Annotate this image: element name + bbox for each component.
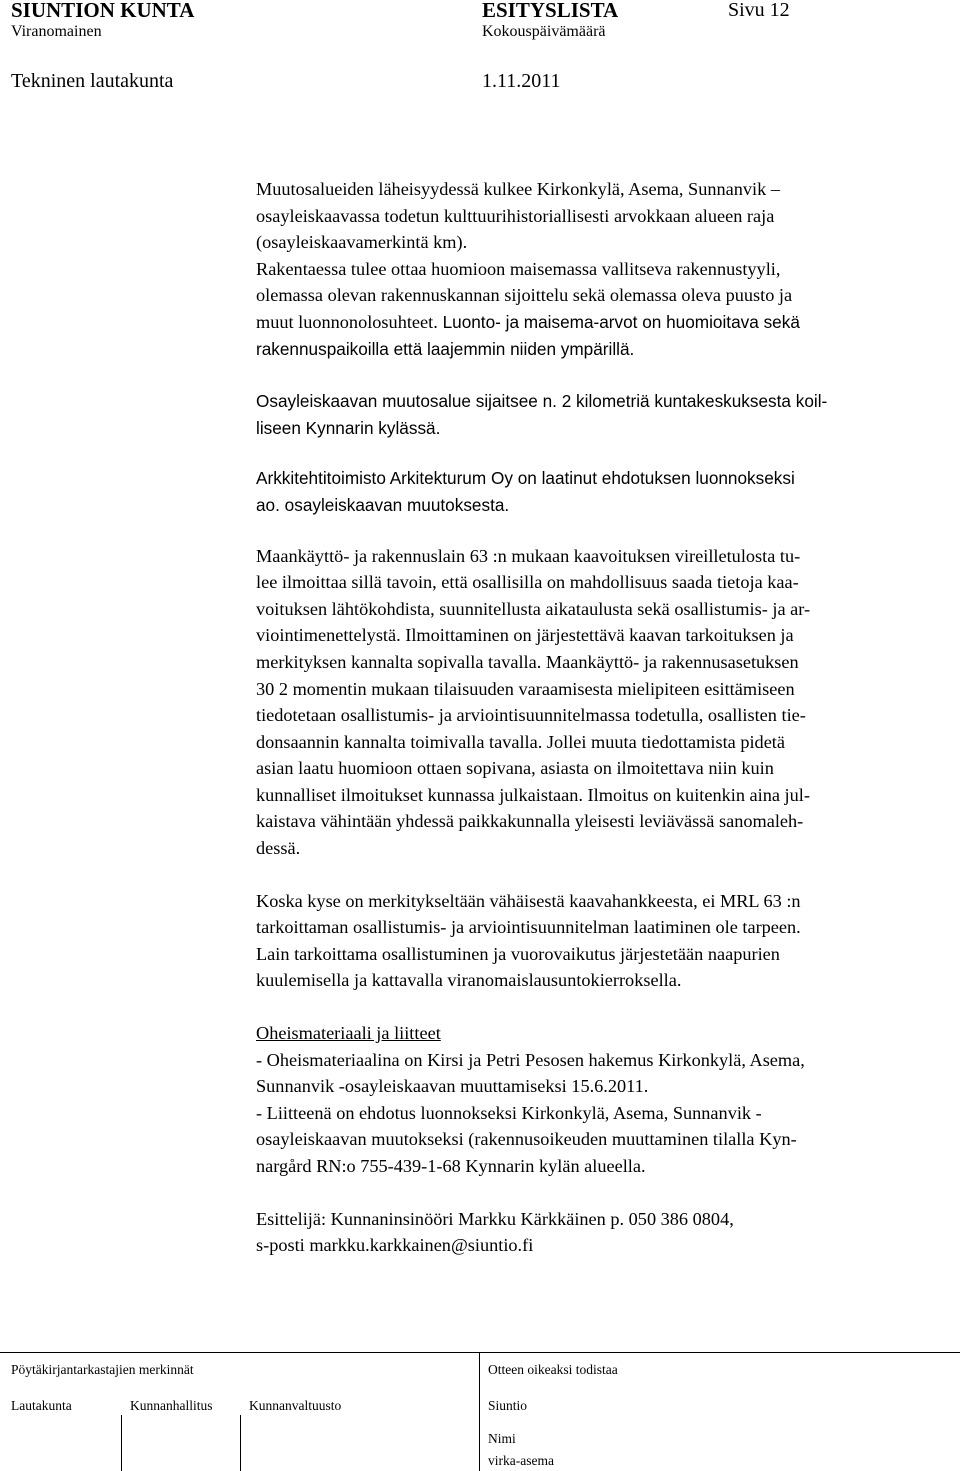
text-line: kaistava vähintään yhdessä paikkakunnalla yleisesti leviävässä sanomaleh- — [256, 811, 804, 832]
text-line: ao. osayleiskaavan muutoksesta. — [256, 494, 510, 515]
attachments-section — [256, 1020, 946, 1180]
text-line: Sunnanvik -osayleiskaavan muuttamiseksi 15.6.2011. — [256, 1076, 649, 1097]
presenter-section — [256, 1206, 946, 1259]
text-line: kuulemisella ja kattavalla viranomaislausuntokierroksella. — [256, 970, 682, 991]
text-line: osayleiskaavassa todetun kulttuurihistoriallisesti arvokkaan alueen raja — [256, 205, 775, 226]
text-line: voituksen lähtökohdista, suunnitellusta aikataulusta sekä osallistumis- ja ar- — [256, 598, 811, 619]
municipality-name: SIUNTION KUNTA — [11, 0, 195, 22]
text-line: (osayleiskaavamerkintä km). — [256, 232, 468, 253]
paragraph-legislation — [256, 543, 946, 862]
text-line: Luonto- ja maisema-arvot on huomioitava sekä — [437, 311, 800, 332]
meeting-date: 1.11.2011 — [482, 70, 561, 92]
text-line: viointimenettelystä. Ilmoittaminen on järjestettävä kaavan tarkoituksen ja — [256, 625, 794, 646]
text-line: Koska kyse on merkitykseltään vähäisestä kaavahankkeesta, ei MRL 63 :n — [256, 890, 801, 911]
text-line: olemassa olevan rakennuskannan sijoittelu sekä olemassa oleva puusto ja — [256, 285, 793, 306]
document-body — [256, 176, 946, 1259]
text-line: - Oheismateriaalina on Kirsi ja Petri Pesosen hakemus Kirkonkylä, Asema, — [256, 1049, 805, 1070]
footer-col-board: Lautakunta — [11, 1398, 72, 1413]
page-number: Sivu 12 — [728, 0, 790, 21]
text-line: merkityksen kannalta sopivalla tavalla. Maankäyttö- ja rakennusasetuksen — [256, 651, 799, 672]
text-line: muut luonnonolosuhteet. — [256, 311, 438, 332]
text-line: Muutosalueiden läheisyydessä kulkee Kirkonkylä, Asema, Sunnanvik – — [256, 179, 780, 199]
footer-signature-box-divider — [240, 1415, 241, 1471]
text-line: kunnalliset ilmoitukset kunnassa julkaistaan. Ilmoitus on kuitenkin aina jul- — [256, 784, 810, 805]
authority-name: Tekninen lautakunta — [11, 70, 174, 92]
paragraph-heritage — [256, 176, 946, 362]
text-line: Arkkitehtitoimisto Arkitekturum Oy on laatinut ehdotuksen luonnokseksi — [256, 468, 795, 489]
paragraph-location — [256, 388, 946, 441]
text-line: 30 2 momentin mukaan tilaisuuden varaamisesta mielipiteen esittämiseen — [256, 678, 795, 699]
text-line: dessä. — [256, 838, 301, 859]
text-line: lee ilmoittaa sillä tavoin, että osallisilla on mahdollisuus saada tietoja kaa- — [256, 572, 799, 593]
text-line: donsaannin kannalta toimivalla tavalla. Jollei muuta tiedottamista pidetä — [256, 731, 785, 752]
reviewers-label: Pöytäkirjantarkastajien merkinnät — [11, 1362, 194, 1377]
footer-divider — [0, 1352, 960, 1353]
text-line: Osayleiskaavan muutosalue sijaitsee n. 2 kilometriä kuntakeskuksesta koil- — [256, 391, 828, 412]
text-line: Rakentaessa tulee ottaa huomioon maisemassa vallitseva rakennustyyli, — [256, 258, 781, 279]
text-line: asian laatu huomioon ottaen sopivana, asiasta on ilmoitettava niin kuin — [256, 758, 774, 779]
certified-label: Otteen oikeaksi todistaa — [488, 1362, 618, 1377]
footer-position-label: virka-asema — [488, 1453, 554, 1468]
text-line: osayleiskaavan muutokseksi (rakennusoikeuden muuttaminen tilalla Kyn- — [256, 1129, 797, 1150]
text-line: liseen Kynnarin kylässä. — [256, 417, 441, 438]
authority-label: Viranomainen — [11, 23, 102, 40]
document-type: ESITYSLISTA — [482, 0, 619, 22]
text-line: Lain tarkoittama osallistuminen ja vuorovaikutus järjestetään naapurien — [256, 943, 780, 964]
text-line: - Liitteenä on ehdotus luonnokseksi Kirkonkylä, Asema, Sunnanvik - — [256, 1102, 762, 1123]
text-line: tarkoittaman osallistumis- ja arviointisuunnitelman laatiminen ole tarpeen. — [256, 917, 801, 938]
text-line: tiedotetaan osallistumis- ja arviointisuunnitelmassa todetulla, osallisten tie- — [256, 705, 806, 726]
meeting-date-label: Kokouspäivämäärä — [482, 23, 606, 40]
footer-signature-box-divider — [121, 1415, 122, 1471]
paragraph-participation — [256, 888, 946, 994]
text-line: nargård RN:o 755-439-1-68 Kynnarin kylän alueella. — [256, 1156, 646, 1176]
text-line: rakennuspaikoilla että laajemmin niiden ympärillä. — [256, 338, 635, 359]
footer-place: Siuntio — [488, 1398, 528, 1413]
footer-col-government: Kunnanhallitus — [130, 1398, 213, 1413]
footer-name-label: Nimi — [488, 1431, 516, 1446]
presenter-email: s-posti markku.karkkainen@siuntio.fi — [256, 1235, 534, 1256]
text-line: Maankäyttö- ja rakennuslain 63 :n mukaan kaavoituksen vireilletulosta tu- — [256, 545, 801, 566]
footer-column-divider — [479, 1352, 480, 1471]
paragraph-architect — [256, 465, 946, 518]
footer-col-council: Kunnanvaltuusto — [249, 1398, 342, 1413]
attachments-heading: Oheismateriaali ja liitteet — [256, 1023, 441, 1044]
presenter-line: Esittelijä: Kunnaninsinööri Markku Kärkkäinen p. 050 386 0804, — [256, 1208, 734, 1229]
